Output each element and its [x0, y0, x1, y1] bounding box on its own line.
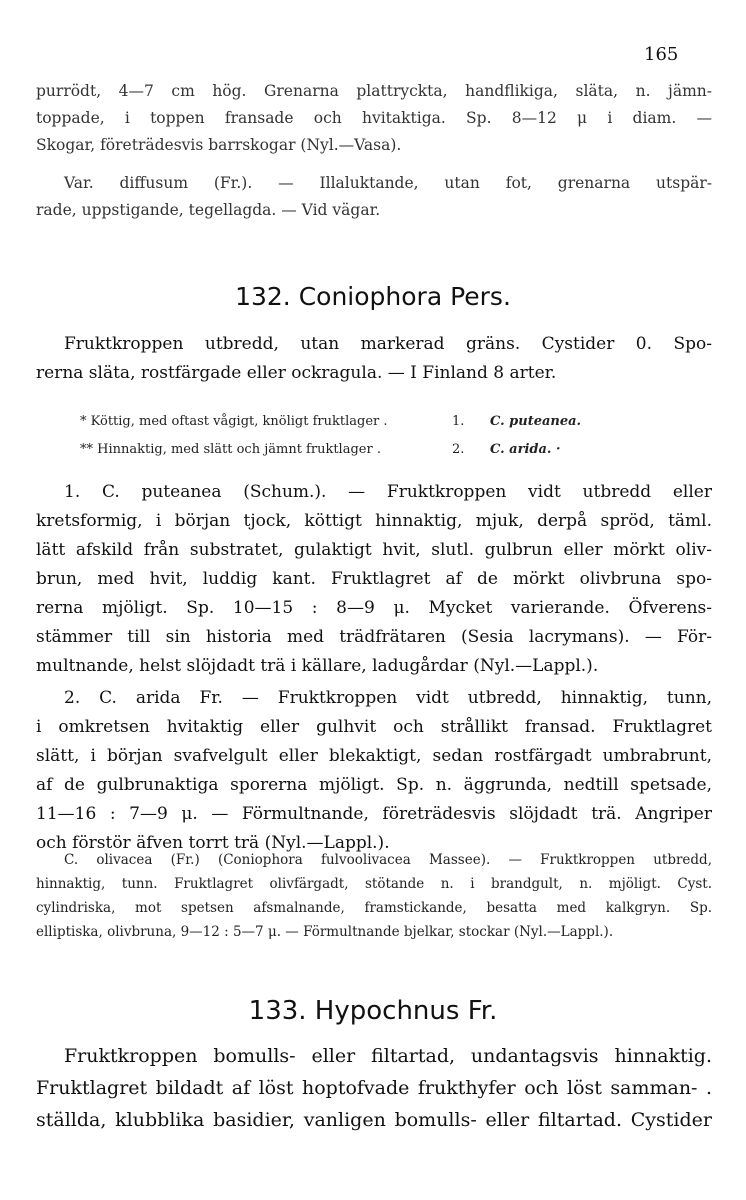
- text-line: 11—16 : 7—9 μ. — Förmultnande, företrädesvis slöjdadt trä. Angriper: [36, 804, 712, 824]
- text-line: Fruktkroppen utbredd, utan markerad gräns. Cystider 0. Spo-: [64, 334, 712, 354]
- key-row: [80, 414, 680, 434]
- key-text: * Köttig, med oftast vågigt, knöligt fruktlager .: [80, 414, 388, 429]
- text-line: Var. diffusum (Fr.). — Illaluktande, utan fot, grenarna utspär-: [64, 174, 712, 192]
- key-number: 1.: [452, 414, 465, 429]
- section-heading-132: 132. Coniophora Pers.: [235, 282, 511, 311]
- continuation-paragraph: [36, 78, 712, 159]
- text-line: i omkretsen hvitaktig eller gulhvit och strållikt fransad. Fruktlagret: [36, 717, 712, 737]
- text-line: brun, med hvit, luddig kant. Fruktlagret af de mörkt olivbruna spo-: [36, 569, 712, 589]
- text-line: purrödt, 4—7 cm hög. Grenarna plattryckta, handflikiga, släta, n. jämn-: [36, 82, 712, 100]
- text-line: och förstör äfven torrt trä (Nyl.—Lappl.).: [36, 833, 390, 853]
- text-line: toppade, i toppen fransade och hvitaktiga. Sp. 8—12 μ i diam. —: [36, 109, 712, 127]
- text-line: multnande, helst slöjdadt trä i källare, ladugårdar (Nyl.—Lappl.).: [36, 656, 599, 676]
- text-line: elliptiska, olivbruna, 9—12 : 5—7 μ. — Förmultnande bjelkar, stockar (Nyl.—Lappl.).: [36, 924, 614, 940]
- key-row: [80, 442, 680, 462]
- text-line: Skogar, företrädesvis barrskogar (Nyl.—Vasa).: [36, 136, 402, 154]
- species-arida: [36, 684, 712, 858]
- text-line: ställda, klubblika basidier, vanligen bomulls- eller filtartad. Cystider: [36, 1109, 712, 1131]
- text-line: stämmer till sin historia med trädfrätaren (Sesia lacrymans). — För-: [36, 627, 712, 647]
- key-number: 2.: [452, 442, 465, 457]
- text-line: slätt, i början svafvelgult eller blekaktigt, sedan rostfärgadt umbrabrunt,: [36, 746, 712, 766]
- key-species: C. arida. ·: [490, 442, 561, 457]
- text-line: 1. C. puteanea (Schum.). — Fruktkroppen vidt utbredd eller: [64, 482, 712, 502]
- variety-paragraph: [36, 170, 712, 224]
- key-species: C. puteanea.: [490, 414, 582, 429]
- text-line: C. olivacea (Fr.) (Coniophora fulvoolivacea Massee). — Fruktkroppen utbredd,: [64, 852, 712, 868]
- text-line: Fruktlagret bildadt af löst hoptofvade frukthyfer och löst samman- .: [36, 1077, 712, 1099]
- text-line: af de gulbrunaktiga sporerna mjöligt. Sp. n. äggrunda, nedtill spetsade,: [36, 775, 712, 795]
- text-line: 2. C. arida Fr. — Fruktkroppen vidt utbredd, hinnaktig, tunn,: [64, 688, 712, 708]
- text-line: rerna mjöligt. Sp. 10—15 : 8—9 μ. Mycket varierande. Öfverens-: [36, 598, 712, 618]
- text-line: hinnaktig, tunn. Fruktlagret olivfärgadt, stötande n. i brandgult, n. mjöligt. Cyst.: [36, 876, 712, 892]
- key-text: ** Hinnaktig, med slätt och jämnt fruktlager .: [80, 442, 381, 457]
- page-number: 165: [644, 44, 679, 65]
- text-line: Fruktkroppen bomulls- eller filtartad, undantagsvis hinnaktig.: [64, 1045, 712, 1067]
- species-olivacea-note: [36, 848, 712, 944]
- text-line: lätt afskild från substratet, gulaktigt hvit, slutl. gulbrun eller mörkt oliv-: [36, 540, 712, 560]
- genus-description-132: [36, 330, 712, 388]
- species-puteanea: [36, 478, 712, 681]
- section-heading-133: 133. Hypochnus Fr.: [248, 996, 498, 1026]
- text-line: cylindriska, mot spetsen afsmalnande, framstickande, besatta med kalkgryn. Sp.: [36, 900, 712, 916]
- text-line: rade, uppstigande, tegellagda. — Vid vägar.: [36, 201, 381, 219]
- genus-description-133: [36, 1040, 712, 1136]
- text-line: kretsformig, i början tjock, köttigt hinnaktig, mjuk, derpå spröd, täml.: [36, 511, 712, 531]
- text-line: rerna släta, rostfärgade eller ockragula. — I Finland 8 arter.: [36, 363, 557, 383]
